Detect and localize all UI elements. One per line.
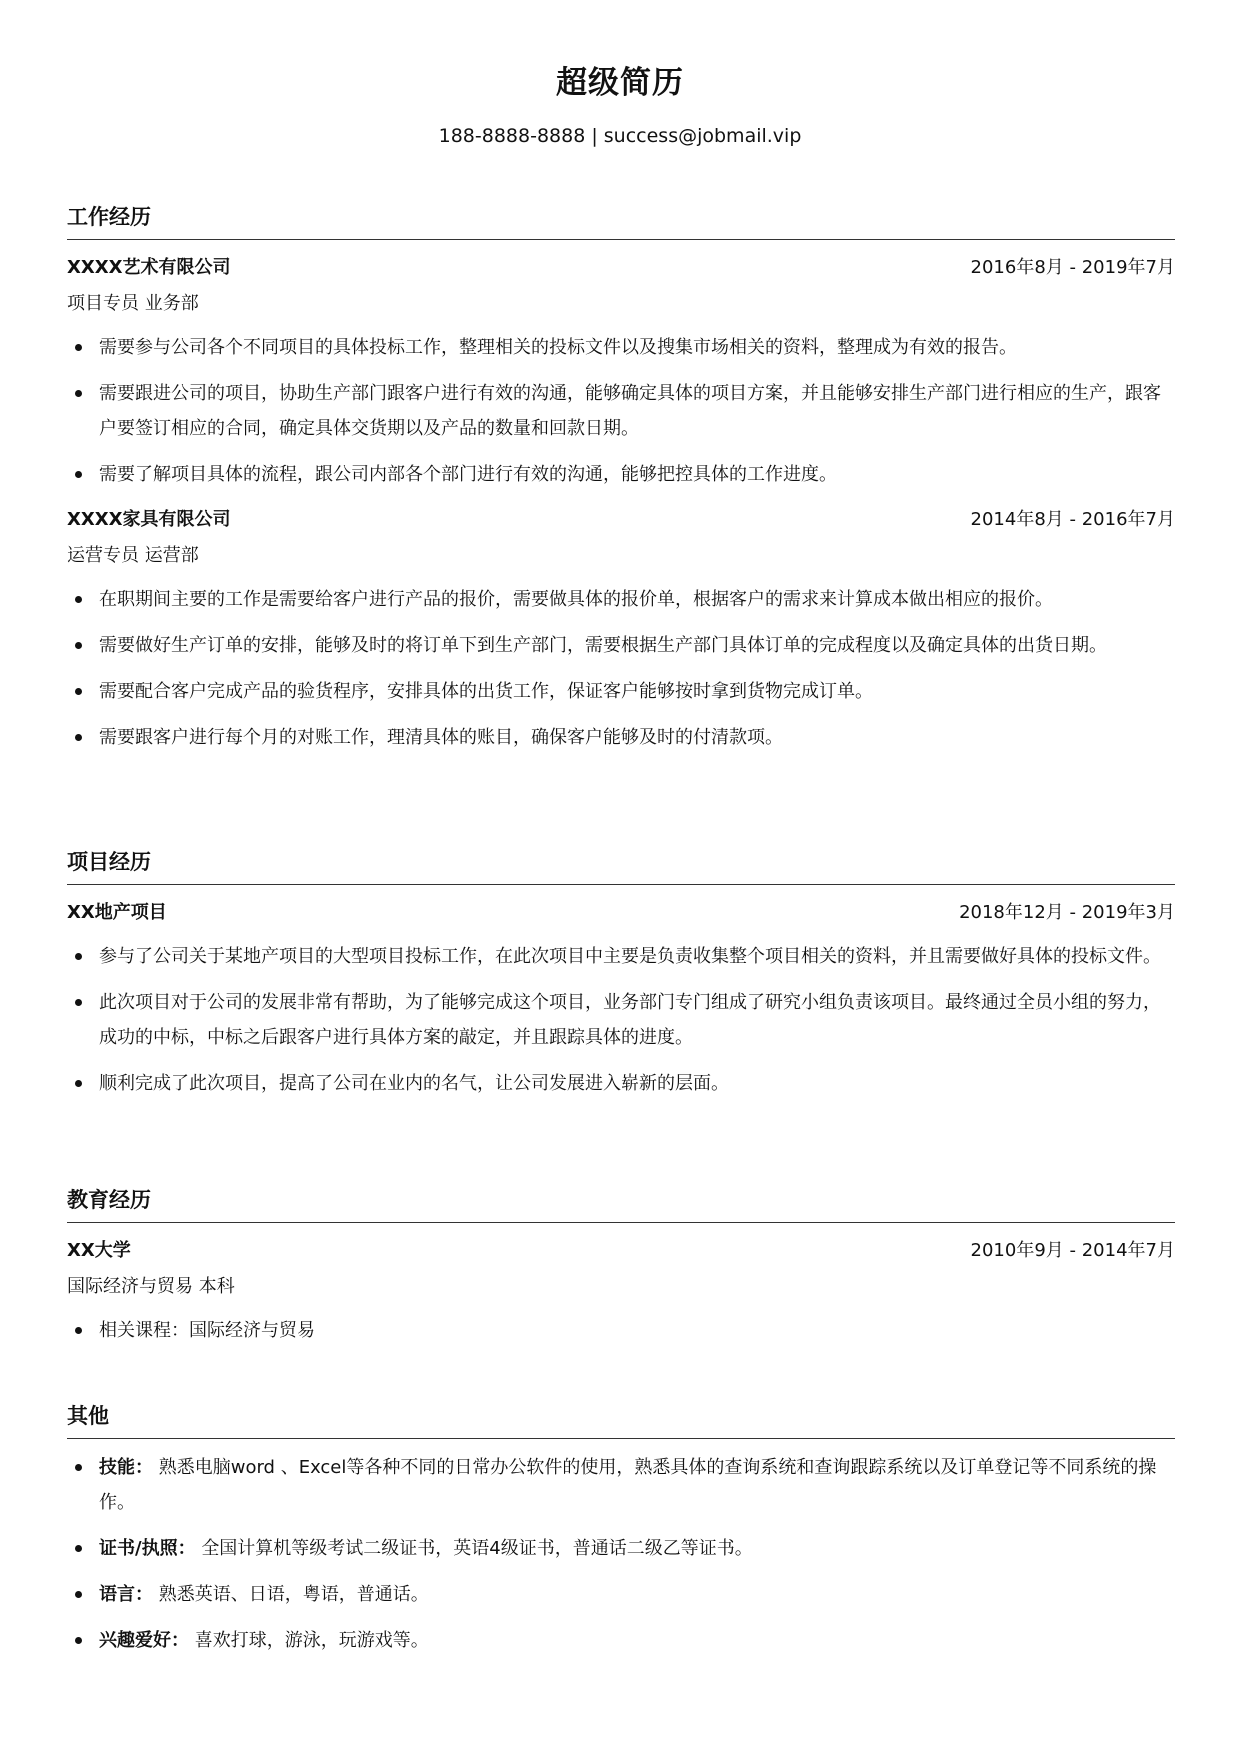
entry-head	[67, 253, 1175, 283]
bullet-icon	[75, 1637, 82, 1644]
list-item: 需要跟进公司的项目，协助生产部门跟客户进行有效的沟通，能够确定具体的项目方案，并且能够安排生产部门进行相应的生产，跟客户要签订相应的合同，确定具体交货期以及产品的数量和回款日期。	[67, 376, 1175, 446]
bullet-icon	[75, 471, 82, 478]
date-range: 2010年9月 - 2014年7月	[970, 1240, 1175, 1261]
major-degree: 国际经济与贸易 本科	[67, 1276, 235, 1297]
item-label: 证书/执照：	[99, 1538, 196, 1559]
course-list	[67, 1313, 1175, 1348]
contact-info: 188-8888-8888 | success@jobmail.vip	[438, 125, 802, 147]
date-range: 2018年12月 - 2019年3月	[959, 902, 1175, 923]
section-education	[67, 1186, 1175, 1348]
bullet-icon	[75, 1545, 82, 1552]
resume-header	[0, 58, 1240, 149]
bullet-icon	[75, 734, 82, 741]
job-role: 项目专员 业务部	[67, 293, 199, 314]
bullet-icon	[75, 688, 82, 695]
project-name: XX地产项目	[67, 902, 167, 923]
section-title-other: 其他	[67, 1402, 1175, 1439]
entry-head	[67, 505, 1175, 535]
project-entry-1	[67, 898, 1175, 1101]
other-list	[67, 1450, 1175, 1658]
project-detail-list	[67, 939, 1175, 1101]
company-name: XXXX艺术有限公司	[67, 257, 231, 278]
list-item: 相关课程：国际经济与贸易	[67, 1313, 1175, 1348]
list-item: 顺利完成了此次项目，提高了公司在业内的名气，让公司发展进入崭新的层面。	[67, 1066, 1175, 1101]
date-range: 2016年8月 - 2019年7月	[970, 257, 1175, 278]
section-work	[67, 203, 1175, 755]
bullet-icon	[75, 642, 82, 649]
section-title-project: 项目经历	[67, 848, 1175, 885]
bullet-icon	[75, 1464, 82, 1471]
duty-list	[67, 330, 1175, 492]
list-item	[67, 1623, 1175, 1658]
item-text: 全国计算机等级考试二级证书，英语4级证书，普通话二级乙等证书。	[201, 1538, 753, 1559]
list-item: 参与了公司关于某地产项目的大型项目投标工作，在此次项目中主要是负责收集整个项目相关的资料，并且需要做好具体的投标文件。	[67, 939, 1175, 974]
resume-name: 超级简历	[556, 65, 684, 101]
bullet-icon	[75, 1327, 82, 1334]
job-role: 运营专员 运营部	[67, 545, 199, 566]
list-item: 此次项目对于公司的发展非常有帮助，为了能够完成这个项目，业务部门专门组成了研究小组负责该项目。最终通过全员小组的努力，成功的中标，中标之后跟客户进行具体方案的敲定，并且跟踪具体的进度。	[67, 985, 1175, 1055]
school-name: XX大学	[67, 1240, 131, 1261]
bullet-icon	[75, 1080, 82, 1087]
education-entry-1	[67, 1236, 1175, 1348]
list-item	[67, 1531, 1175, 1566]
list-item: 需要了解项目具体的流程，跟公司内部各个部门进行有效的沟通，能够把控具体的工作进度。	[67, 457, 1175, 492]
list-item: 需要跟客户进行每个月的对账工作，理清具体的账目，确保客户能够及时的付清款项。	[67, 720, 1175, 755]
bullet-icon	[75, 953, 82, 960]
section-title-education: 教育经历	[67, 1186, 1175, 1223]
list-item: 需要参与公司各个不同项目的具体投标工作，整理相关的投标文件以及搜集市场相关的资料，整理成为有效的报告。	[67, 330, 1175, 365]
section-project	[67, 848, 1175, 1101]
list-item: 需要做好生产订单的安排，能够及时的将订单下到生产部门，需要根据生产部门具体订单的完成程度以及确定具体的出货日期。	[67, 628, 1175, 663]
work-entry-2	[67, 505, 1175, 755]
bullet-icon	[75, 344, 82, 351]
bullet-icon	[75, 1591, 82, 1598]
section-other	[67, 1402, 1175, 1658]
list-item	[67, 1450, 1175, 1520]
item-label: 兴趣爱好：	[99, 1630, 189, 1651]
list-item: 在职期间主要的工作是需要给客户进行产品的报价，需要做具体的报价单，根据客户的需求来计算成本做出相应的报价。	[67, 582, 1175, 617]
duty-list	[67, 582, 1175, 755]
item-text: 喜欢打球，游泳，玩游戏等。	[194, 1630, 429, 1651]
entry-head	[67, 898, 1175, 928]
list-item: 需要配合客户完成产品的验货程序，安排具体的出货工作，保证客户能够按时拿到货物完成订单。	[67, 674, 1175, 709]
entry-head	[67, 1236, 1175, 1266]
section-title-work: 工作经历	[67, 203, 1175, 240]
list-item	[67, 1577, 1175, 1612]
work-entry-1	[67, 253, 1175, 492]
company-name: XXXX家具有限公司	[67, 509, 231, 530]
item-text: 熟悉英语、日语，粤语，普通话。	[158, 1584, 429, 1605]
item-label: 技能：	[99, 1457, 153, 1478]
item-text: 熟悉电脑word 、Excel等各种不同的日常办公软件的使用，熟悉具体的查询系统和查询跟踪系统以及订单登记等不同系统的操作。	[99, 1457, 1157, 1513]
item-label: 语言：	[99, 1584, 153, 1605]
bullet-icon	[75, 390, 82, 397]
bullet-icon	[75, 596, 82, 603]
bullet-icon	[75, 999, 82, 1006]
date-range: 2014年8月 - 2016年7月	[970, 509, 1175, 530]
